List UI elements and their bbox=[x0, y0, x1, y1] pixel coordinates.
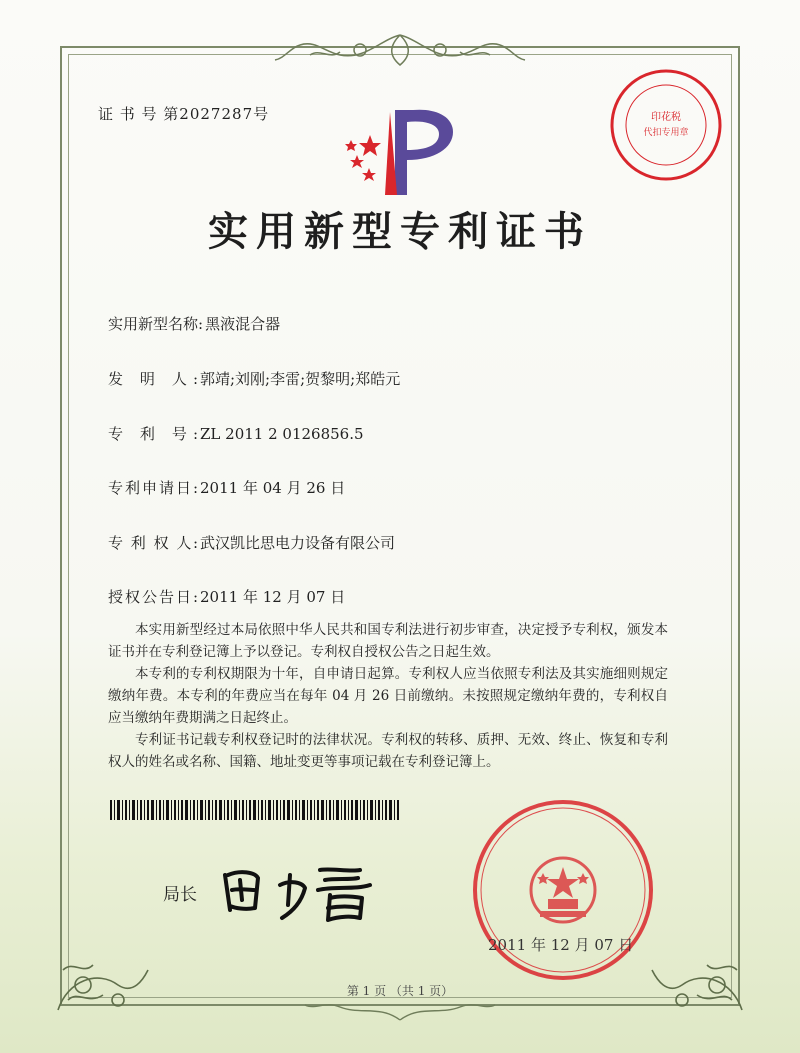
utility-model-name-value: 黑液混合器 bbox=[205, 315, 281, 333]
patent-number-row bbox=[108, 423, 364, 444]
bottom-center-ornament bbox=[300, 995, 500, 1025]
patent-office-logo bbox=[335, 100, 465, 200]
barcode bbox=[110, 800, 400, 820]
patentee-label: 专 利 权 人: bbox=[108, 534, 198, 552]
certificate-title: 实用新型专利证书 bbox=[208, 208, 592, 255]
body-paragraph-2: 本专利的专利权期限为十年，自申请日起算。专利权人应当依照专利法及其实施细则规定缴纳年费。本专利的年费应当在每年 04 月 26 日前缴纳。未按照规定缴纳年费的，专利权自应当缴纳年费期满之日起终止。 bbox=[108, 666, 668, 726]
utility-model-name-row bbox=[108, 313, 280, 334]
grant-date-row bbox=[108, 586, 345, 607]
body-paragraph-3: 专利证书记载专利权登记时的法律状况。专利权的转移、质押、无效、终止、恢复和专利权人的姓名或名称、国籍、地址变更等事项记载在专利登记簿上。 bbox=[108, 732, 668, 770]
patent-number-value: ZL 2011 2 0126856.5 bbox=[200, 425, 364, 443]
grant-date-value: 2011 年 12 月 07 日 bbox=[200, 588, 346, 606]
inventor-value: 郭靖;刘刚;李雷;贺黎明;郑皓元 bbox=[200, 370, 401, 388]
filing-date-value: 2011 年 04 月 26 日 bbox=[200, 479, 346, 497]
filing-date-row bbox=[108, 477, 345, 498]
certificate-body bbox=[108, 619, 668, 773]
bottom-right-ornament bbox=[642, 930, 752, 1020]
inventor-label: 发 明 人: bbox=[108, 370, 198, 388]
body-paragraph-1: 本实用新型经过本局依照中华人民共和国专利法进行初步审查，决定授予专利权，颁发本证书并在专利登记簿上予以登记。专利权自授权公告之日起生效。 bbox=[108, 622, 668, 660]
patentee-row bbox=[108, 532, 395, 553]
certificate-number: 证 书 号 第2027287号 bbox=[98, 105, 270, 123]
seal-date: 2011 年 12 月 07 日 bbox=[488, 936, 634, 954]
page-number: 第 1 页 （共 1 页） bbox=[346, 984, 454, 998]
svg-text:代扣专用章: 代扣专用章 bbox=[643, 128, 689, 138]
utility-model-name-label: 实用新型名称: bbox=[108, 315, 204, 333]
patent-number-label: 专 利 号: bbox=[108, 425, 198, 443]
director-label: 局长 bbox=[163, 885, 197, 905]
grant-date-label: 授权公告日: bbox=[108, 588, 198, 606]
tax-stamp-seal bbox=[606, 65, 726, 185]
director-signature bbox=[210, 850, 380, 930]
bottom-left-ornament bbox=[48, 930, 158, 1020]
national-ip-office-seal bbox=[468, 795, 658, 985]
filing-date-label: 专利申请日: bbox=[108, 479, 198, 497]
svg-text:印花税: 印花税 bbox=[651, 112, 681, 123]
inventor-row bbox=[108, 368, 400, 389]
top-ornament bbox=[270, 30, 530, 70]
patentee-value: 武汉凯比思电力设备有限公司 bbox=[200, 534, 396, 552]
